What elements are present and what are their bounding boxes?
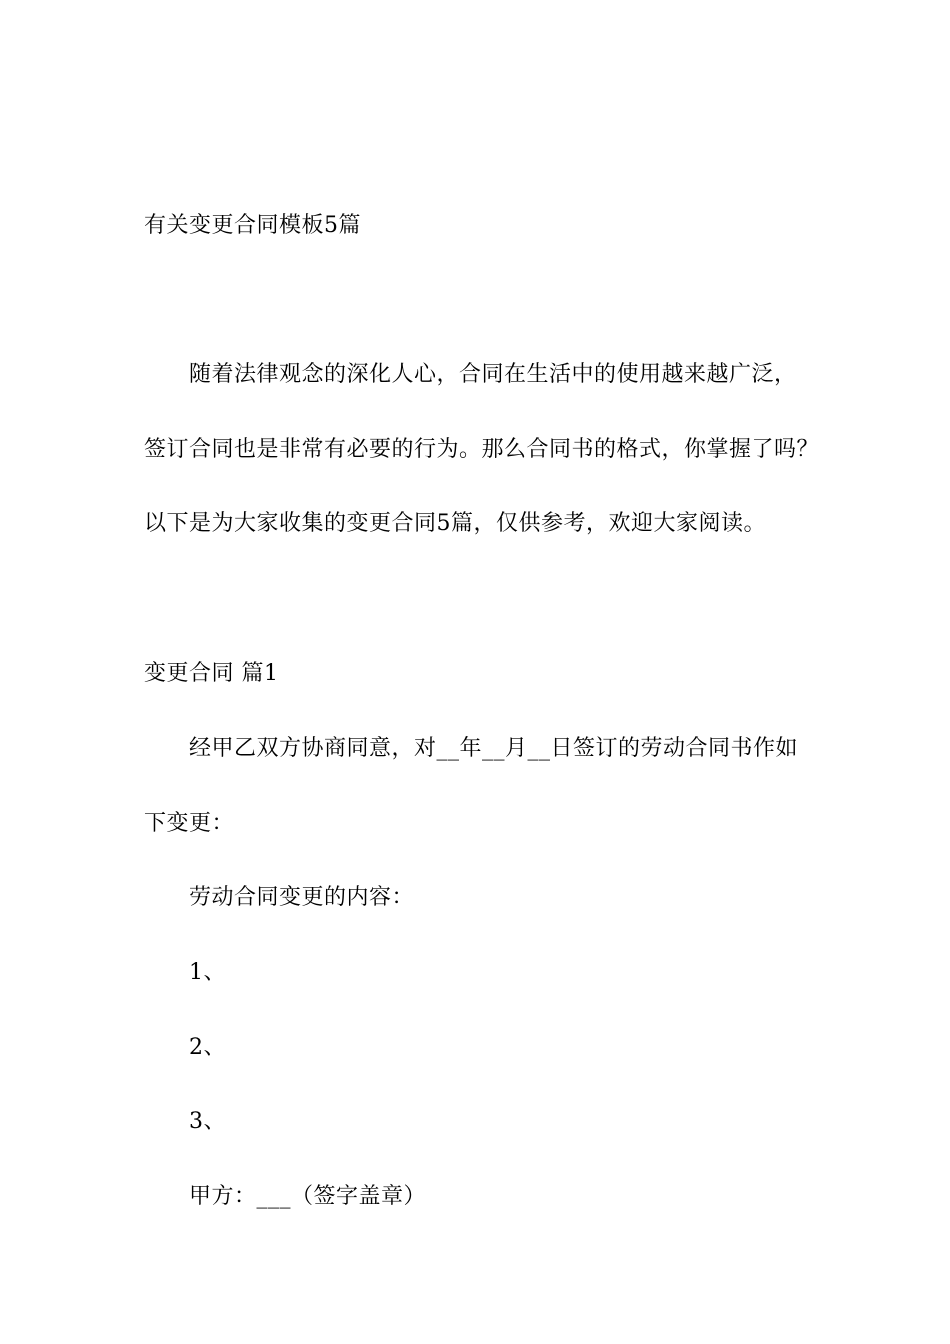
change-item-3: 3、 [189,1109,226,1134]
intro-paragraph-line-2: 签订合同也是非常有必要的行为。那么合同书的格式，你掌握了吗？ [144,437,820,462]
agreement-line-1: 经甲乙双方协商同意，对__年__月__日签订的劳动合同书作如 [189,736,799,761]
intro-paragraph-line-3: 以下是为大家收集的变更合同5篇，仅供参考，欢迎大家阅读。 [144,511,766,536]
party-a-signature-line: 甲方：___（签字盖章） [189,1184,427,1209]
change-content-label: 劳动合同变更的内容： [189,885,415,910]
agreement-line-2: 下变更： [144,811,235,836]
section-heading: 变更合同 篇1 [144,661,279,686]
change-item-2: 2、 [189,1035,226,1060]
document-title: 有关变更合同模板5篇 [144,213,361,238]
intro-paragraph-line-1: 随着法律观念的深化人心，合同在生活中的使用越来越广泛， [189,362,797,387]
change-item-1: 1、 [189,960,226,985]
